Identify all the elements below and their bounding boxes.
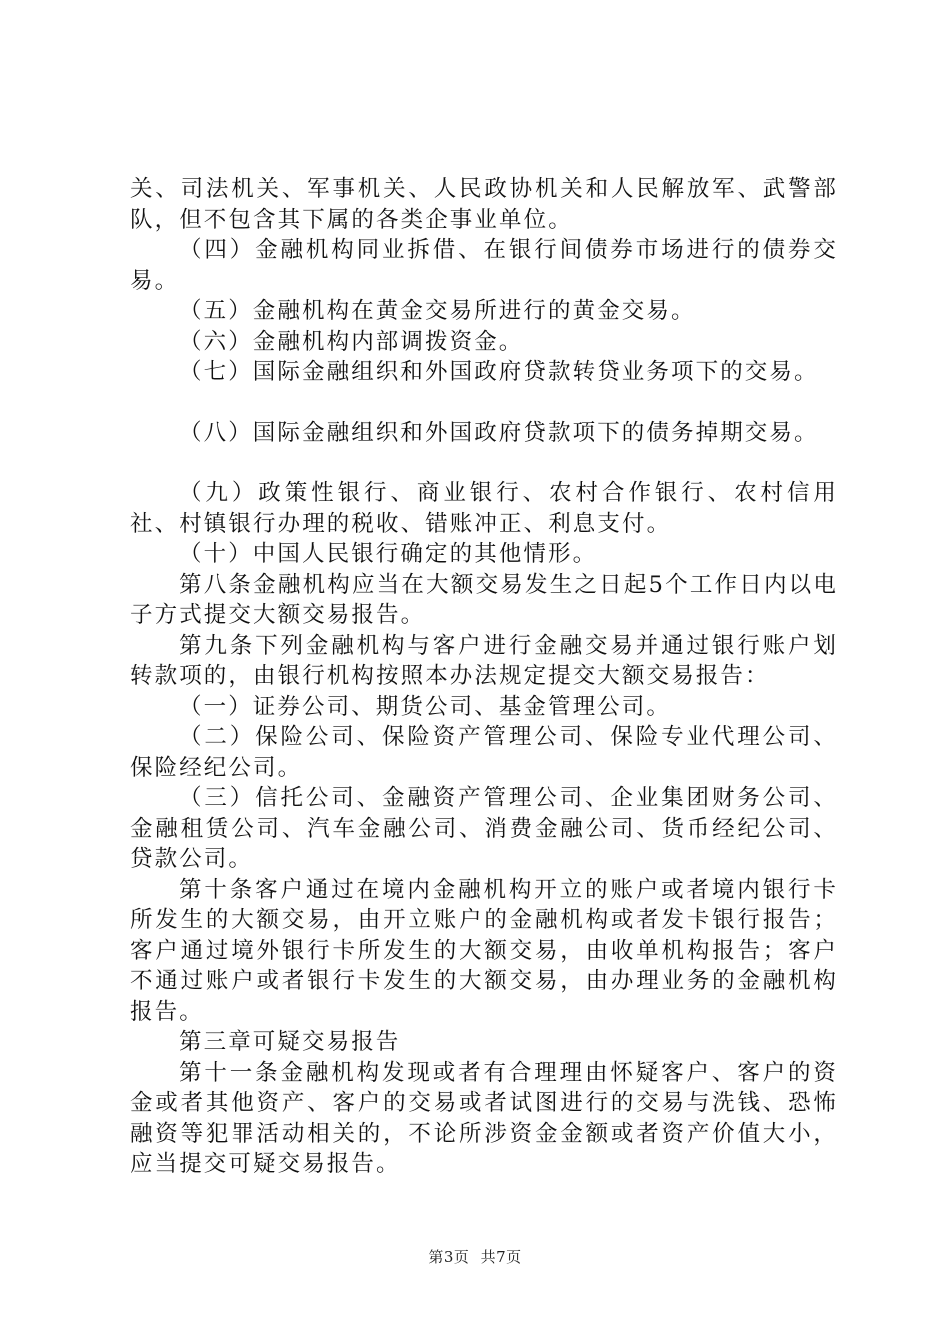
paragraph: （五）金融机构在黄金交易所进行的黄金交易。 — [179, 298, 696, 324]
page-total: 共7页 — [480, 1248, 522, 1266]
paragraph: （六）金融机构内部调拨资金。 — [179, 328, 524, 355]
paragraph: （一）证券公司、期货公司、基金管理公司。 — [179, 693, 672, 720]
chapter-heading: 第三章可疑交易报告 — [179, 1029, 401, 1055]
paragraph: 第十条客户通过在境内金融机构开立的账户或者境内银行卡所发生的大额交易，由开立账户的金融机构或者发卡银行报告；客户通过境外银行卡所发生的大额交易，由收单机构报告；客户不通过账户或者银行卡发生的大额交易，由办理业务的金融机构报告。 — [130, 876, 838, 1025]
paragraph: 第九条下列金融机构与客户进行金融交易并通过银行账户划转款项的，由银行机构按照本办法规定提交大额交易报告： — [130, 632, 838, 689]
paragraph: 第十一条金融机构发现或者有合理理由怀疑客户、客户的资金或者其他资产、客户的交易或者试图进行的交易与洗钱、恐怖融资等犯罪活动相关的，不论所涉资金金额或者资产价值大小，应当提交可疑交易报告。 — [130, 1059, 838, 1177]
paragraph: （四）金融机构同业拆借、在银行间债券市场进行的债券交易。 — [130, 237, 838, 294]
page-footer — [0, 1246, 950, 1267]
page-number: 第3页 — [428, 1248, 470, 1266]
paragraph: （七）国际金融组织和外国政府贷款转贷业务项下的交易。 — [179, 359, 819, 385]
paragraph: （八）国际金融组织和外国政府贷款项下的债务掉期交易。 — [179, 419, 819, 446]
paragraph: （二）保险公司、保险资产管理公司、保险专业代理公司、保险经纪公司。 — [130, 724, 838, 781]
paragraph: 关、司法机关、军事机关、人民政协机关和人民解放军、武警部队，但不包含其下属的各类企事业单位。 — [130, 176, 838, 233]
paragraph: （三）信托公司、金融资产管理公司、企业集团财务公司、金融租赁公司、汽车金融公司、消费金融公司、货币经纪公司、贷款公司。 — [130, 785, 838, 872]
paragraph: 第八条金融机构应当在大额交易发生之日起5个工作日内以电子方式提交大额交易报告。 — [130, 571, 838, 628]
paragraph: （十）中国人民银行确定的其他情形。 — [179, 541, 598, 567]
paragraph: （九）政策性银行、商业银行、农村合作银行、农村信用社、村镇银行办理的税收、错账冲正、利息支付。 — [130, 480, 838, 537]
document-body — [130, 174, 838, 1180]
